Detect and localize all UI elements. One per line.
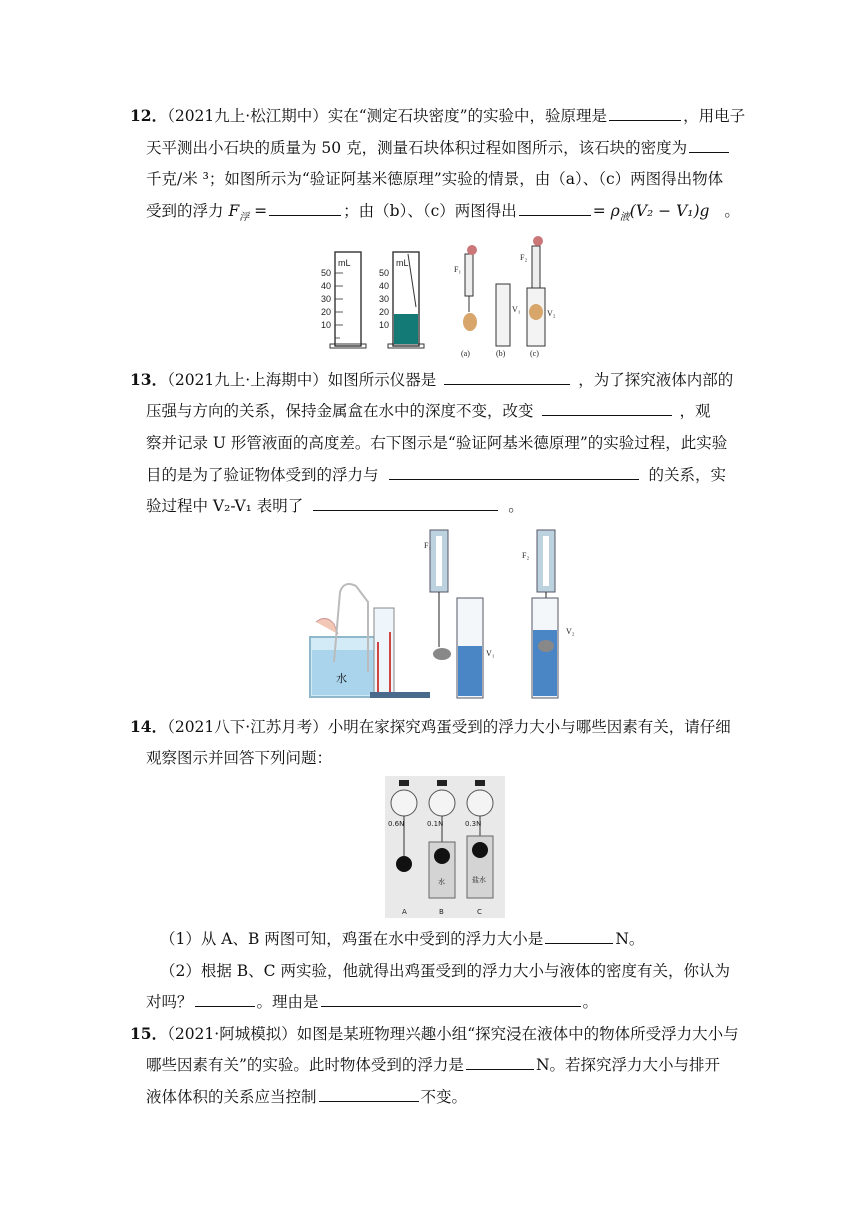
q13-text: 。 <box>508 497 524 515</box>
tick-label: 20 <box>321 307 332 317</box>
ml-label: mL <box>338 258 351 268</box>
q15-source: （2021·阿城模拟） <box>167 1025 297 1043</box>
q12-formula: = $\rho_液(V_2 - V_1)g$ <box>592 202 710 224</box>
q13-blank-change[interactable] <box>542 401 672 416</box>
q15-text: 如图是某班物理兴趣小组“探究浸在液体中的物体所受浮力大小与 <box>296 1025 739 1043</box>
spring-scale-c <box>520 236 556 358</box>
water-label: 水 <box>438 878 445 886</box>
archimedes-setup-2 <box>522 530 575 698</box>
q14-text: （2）根据 B、C 两实验，他就得出鸡蛋受到的浮力大小与液体的密度有关，你认为 <box>160 962 730 980</box>
v1-label: V₁ <box>512 305 521 314</box>
f1-label: F₁ <box>454 265 462 274</box>
f1-label: F₁ <box>424 541 432 550</box>
q14-sub1 <box>160 929 644 949</box>
tick-label: 30 <box>321 294 332 304</box>
reading-a: 0.6N <box>388 820 405 828</box>
q15-text: 不变。 <box>420 1088 468 1106</box>
q12-force-symbol: $F_浮$ <box>228 202 250 224</box>
q12-blank-principle[interactable] <box>609 106 681 121</box>
v2-label: V₂ <box>547 309 556 318</box>
q14-text: N。 <box>615 930 645 948</box>
ml-label: mL <box>396 258 409 268</box>
q13-line1 <box>130 370 733 390</box>
tick-label: 40 <box>379 281 390 291</box>
q12-text: 受到的浮力 <box>146 202 224 220</box>
graduated-cylinder-1 <box>321 252 366 348</box>
q13-text: 察并记录 U 形管液面的高度差。右下图示是“验证阿基米德原理”的实验过程，此实验 <box>146 434 728 452</box>
q12-line1 <box>130 106 745 126</box>
q12-text: 千克/米 ³；如图所示为“验证阿基米德原理”实验的情景，由（a）、（c）两图得出物体 <box>146 170 724 188</box>
scale-c <box>465 780 493 916</box>
f2-label: F₂ <box>522 551 530 560</box>
q14-source: （2021八下·江苏月考） <box>167 718 328 736</box>
reading-b: 0.1N <box>427 820 444 828</box>
q14-blank-reason[interactable] <box>321 992 581 1007</box>
label-a: (a) <box>461 349 470 358</box>
q12-text: 。 <box>724 202 740 220</box>
q12-source: （2021九上·松江期中） <box>167 107 328 125</box>
label-c: (c) <box>530 349 539 358</box>
q13-blank-relation[interactable] <box>389 465 639 480</box>
q14-text: 小明在家探究鸡蛋受到的浮力大小与哪些因素有关，请仔细 <box>327 718 731 736</box>
q15-line1 <box>130 1024 739 1044</box>
q12-blank-bc[interactable] <box>519 201 591 216</box>
q14-sub2-line2 <box>146 992 598 1012</box>
q14-text: 对吗？ <box>146 993 193 1011</box>
q13-text: ，为了探究液体内部的 <box>578 371 734 389</box>
q14-line1 <box>130 717 731 737</box>
tick-label: 50 <box>379 268 390 278</box>
q12-line3 <box>146 169 723 189</box>
tick-label: 30 <box>379 294 390 304</box>
q14-line2 <box>146 748 332 768</box>
q15-text: 液体体积的关系应当控制 <box>146 1088 317 1106</box>
label-c: C <box>477 908 482 916</box>
q12-text: ；由（b）、（c）两图得出 <box>343 202 517 220</box>
q15-blank-control[interactable] <box>319 1087 419 1102</box>
q13-number: 13． <box>130 370 168 389</box>
q12-eq: = <box>254 202 268 220</box>
tick-label: 10 <box>379 320 390 330</box>
archimedes-setup-1 <box>424 530 495 698</box>
q12-line2 <box>146 138 731 158</box>
q13-blank-meaning[interactable] <box>313 496 498 511</box>
v2-label: V₂ <box>566 627 575 636</box>
reading-c: 0.3N <box>465 820 482 828</box>
v1-label: V₁ <box>486 649 495 658</box>
label-a: A <box>402 908 407 916</box>
tick-label: 20 <box>379 307 390 317</box>
q14-text: 。理由是 <box>256 993 319 1011</box>
q13-blank-instrument[interactable] <box>444 370 570 385</box>
beaker-b <box>496 284 521 358</box>
water-label: 水 <box>336 672 347 685</box>
q15-text: N。若探究浮力大小与排开 <box>535 1056 721 1074</box>
q14-blank-correct[interactable] <box>195 992 255 1007</box>
tick-label: 40 <box>321 281 332 291</box>
q15-number: 15． <box>130 1024 168 1043</box>
spring-scale-a <box>454 245 477 358</box>
scale-b <box>427 780 455 916</box>
q13-line4 <box>146 465 726 485</box>
q12-figure <box>318 232 558 360</box>
q15-text: 哪些因素有关”的实验。此时物体受到的浮力是 <box>146 1056 464 1074</box>
q12-text: 天平测出小石块的质量为 50 克，测量石块体积过程如图所示，该石块的密度为 <box>146 139 688 157</box>
f2-label: F₂ <box>520 253 528 262</box>
q13-text: 验过程中 V₂-V₁ 表明了 <box>146 497 304 515</box>
q13-line3 <box>146 433 727 453</box>
q13-line2 <box>146 401 711 421</box>
q14-text: （1）从 A、B 两图可知，鸡蛋在水中受到的浮力大小是 <box>160 930 544 948</box>
q14-figure <box>385 776 505 918</box>
q13-figure <box>300 522 590 702</box>
q15-line3 <box>146 1087 467 1107</box>
graduated-cylinder-2 <box>379 252 424 348</box>
q13-text: 的关系，实 <box>648 466 727 484</box>
q14-blank-buoyancy[interactable] <box>545 929 613 944</box>
saltwater-label: 盐水 <box>472 876 486 884</box>
q14-number: 14． <box>130 717 168 736</box>
q12-text: ，用电子 <box>683 107 746 125</box>
q14-sub2 <box>160 961 730 981</box>
q12-text: 实在“测定石块密度”的实验中，验原理是 <box>327 107 608 125</box>
q13-text: 压强与方向的关系，保持金属盒在水中的深度不变，改变 <box>146 402 534 420</box>
q14-text: 观察图示并回答下列问题： <box>146 749 333 767</box>
label-b: (b) <box>496 349 506 358</box>
tick-label: 10 <box>321 320 332 330</box>
tick-label: 50 <box>321 268 332 278</box>
q13-source: （2021九上·上海期中） <box>167 371 328 389</box>
q13-text: 目的是为了验证物体受到的浮力与 <box>146 466 379 484</box>
q12-number: 12． <box>130 106 168 125</box>
q12-blank-buoyancy[interactable] <box>269 201 341 216</box>
q13-line5 <box>146 496 524 516</box>
q13-text: ，观 <box>679 402 711 420</box>
label-b: B <box>439 908 444 916</box>
q12-line4 <box>146 201 740 228</box>
q15-blank-buoyancy[interactable] <box>466 1055 534 1070</box>
q15-line2 <box>146 1055 720 1075</box>
q14-text: 。 <box>582 993 599 1011</box>
u-tube-manometer <box>310 584 430 698</box>
q12-blank-density[interactable] <box>689 138 729 153</box>
q13-text: 如图所示仪器是 <box>327 371 437 389</box>
